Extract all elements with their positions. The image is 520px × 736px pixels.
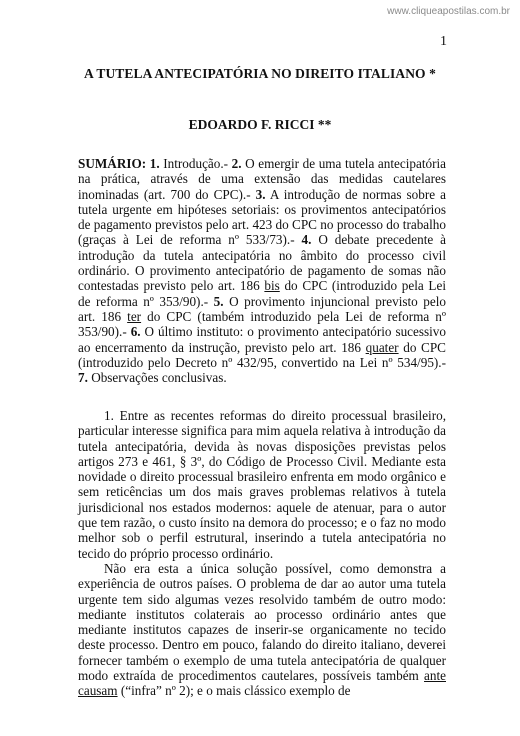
document-title: A TUTELA ANTECIPATÓRIA NO DIREITO ITALIANO * <box>84 66 436 81</box>
summary-number: 5. <box>213 293 224 309</box>
summary-number: 6. <box>130 324 141 340</box>
summary-label: SUMÁRIO: <box>78 156 147 171</box>
summary-text: O emergir de uma tutela antecipatória na prática, através de uma extensão das medidas cautelares inominadas (art. 700 do CPC).- <box>78 156 446 202</box>
summary-text: do CPC (introduzido pela Lei de reforma nº 353/90).- <box>78 278 447 309</box>
summary-number: 1. <box>149 156 160 171</box>
body-text-segment: (“infra” nº 2); e o mais clássico exemplo de <box>117 683 351 699</box>
summary-text: O último instituto: o provimento antecipatório sucessivo ao encerramento da instrução, previsto pelo art. 186 <box>78 324 446 355</box>
body-paragraph-1: 1. Entre as recentes reformas do direito processual brasileiro, particular interesse significa para mim aquela relativa à introdução da tutela antecipatória, devida às novas disposições previstas pelos artigos 273 e 461, § 3º, do Código de Processo Civil. Mediante esta novidade o direito processual brasileiro enfrenta em modo orgânico e sem reticências um dos mais graves problemas relativos à tutela jurisdicional nos estados modernos: aquele de atenuar, para o autor que tem razão, o custo ínsito na demora do processo; e o faz no modo melhor sob o perfil estrutural, inserindo a tutela antecipatória no tecido do próprio processo ordinário. <box>78 408 446 561</box>
watermark: www.cliqueapostilas.com.br <box>387 6 510 17</box>
document-author: EDOARDO F. RICCI ** <box>188 117 332 132</box>
summary-underlined-term: bis <box>264 278 280 294</box>
summary-number: 4. <box>301 232 312 248</box>
summary-text: Observações conclusivas. <box>87 370 227 386</box>
summary-text: O provimento injuncional previsto pelo art. 186 <box>78 293 446 324</box>
summary-number: 3. <box>255 186 266 202</box>
summary-underlined-term: quater <box>365 339 399 355</box>
summary-text: do CPC (também introduzido pela Lei de reforma nº 353/90).- <box>78 308 446 340</box>
summary-text: O debate precedente à introdução da tutela antecipatória no âmbito do processo civil ordinário. O provimento antecipatório de pagamento de somas não contestadas previsto pelo art. 186 <box>78 232 446 294</box>
summary-paragraph <box>78 156 446 385</box>
summary-underlined-term: ter <box>127 308 142 324</box>
summary-text: Introdução.- <box>159 156 232 171</box>
body-underlined-term: ante causam <box>78 668 446 699</box>
body-paragraph-2 <box>78 561 446 699</box>
body-text-segment: Não era esta a única solução possível, como demonstra a experiência de outros países. O problema de dar ao autor uma tutela urgente tem sido algumas vezes resolvido também de outro modo: mediante institutos colaterais ao processo ordinário antes que mediante institutos capazes de inserir-se organicamente no tecido deste processo. Dentro em pouco, falando do direito italiano, deverei fornecer também o exemplo de uma tutela antecipatória de qualquer modo extraída de procedimentos cautelares, possíveis também <box>78 560 446 684</box>
page-number: 1 <box>440 34 447 49</box>
summary-text: A introdução de normas sobre a tutela urgente em hipóteses setoriais: os provimentos antecipatórios de pagamento previstos pelo art. 423 do CPC no processo do trabalho (graças à Lei de reforma nº 533/73).- <box>78 186 446 248</box>
body-text <box>78 408 446 699</box>
summary-number: 2. <box>231 156 242 171</box>
summary-number: 7. <box>78 370 88 386</box>
summary-text: do CPC (introduzido pelo Decreto nº 432/95, convertido na Lei nº 534/95).- <box>78 339 446 370</box>
